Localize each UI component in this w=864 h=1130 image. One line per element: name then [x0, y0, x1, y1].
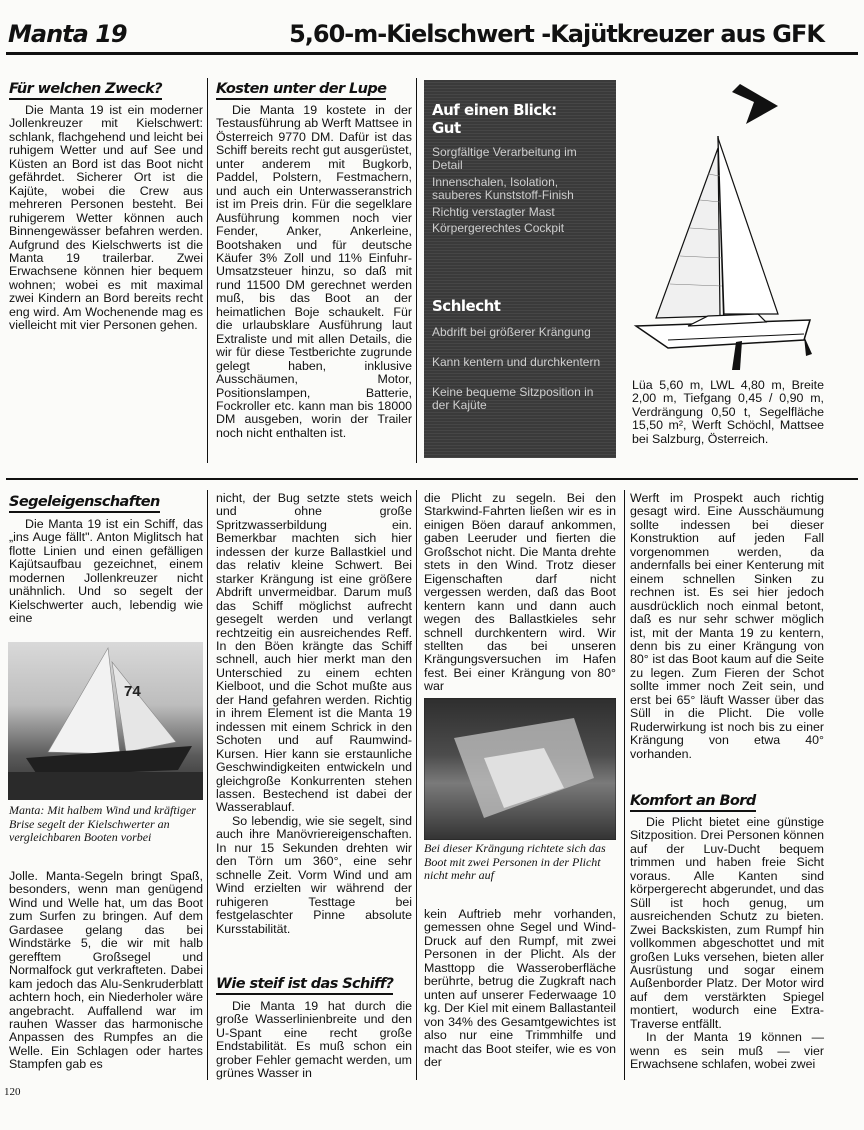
column-divider [416, 490, 417, 1080]
section-heading-stiffness: Wie steif ist das Schiff? [216, 976, 393, 995]
column-divider [207, 490, 208, 1080]
good-item: Innenschalen, Isolation, sauberes Kunststoff-Finish [432, 175, 574, 203]
section-heading-comfort: Komfort an Bord [630, 793, 756, 812]
boat-sail-plan-drawing [628, 78, 860, 376]
column3-paragraph-1: die Plicht zu segeln. Bei den Starkwind-Fahrten ließen wir es in einigen Böen darauf ankommen, gaben Leeruder und fierten die Großschot nicht. Die Manta drehte stets in den Wind. Trotz dieser Eigenschaften darf nicht vergessen werden, daß das Boot kentern kann und dann auch wegen des Ballastkieles sehr schnell durchkentern wird. Wir stellten das bei unseren Krängungsversuchen im Hafen fest. Bei einer Krängung von 80° war [424, 491, 616, 694]
section-heading-purpose: Für welchen Zweck? [9, 81, 162, 100]
comfort-paragraph-2: In der Manta 19 können — wenn es sein muß — vier Erwachsene schlafen, wobei zwei [630, 1030, 824, 1072]
purpose-text [9, 104, 203, 333]
column-divider [416, 78, 417, 463]
purpose-paragraph: Die Manta 19 ist ein moderner Jollenkreuzer mit Kielschwert: schlank, flachgehend und leicht bei ruhigem Wetter und auf See und Küsten an Bord ist das Boot nicht gefährdet. Sicherer Ort ist die Kajüte, wobei die Crew aus mehreren Personen besteht. Bei ruhigerem Wetter können auch Binnengewässer befahren werden. Aufgrund des Kielschwerts ist die Manta 19 trailerbar. Zwei Erwachsene können hier bequem wohnen; wobei es mit maximal zwei Kindern an Bord bereits recht eng wird. Am Wochenende mag es vielleicht mit vier Personen gehen. [9, 103, 203, 333]
good-item: Richtig verstagter Mast [432, 205, 555, 219]
comfort-paragraph-1: Die Plicht bietet eine günstige Sitzposition. Drei Personen können auf der Luv-Ducht bequem trimmen und haben freie Sicht voraus. Alle Kanten sind körpergerecht abgerundet, und das Süll ist hoch genug, um ausreichenden Schutz zu bieten. Zwei Backskisten, zum Rumpf hin vollkommen abgeschottet und mit großen Luks versehen, bieten aller Ausrüstung und sogar einem Außenborder Platz. Der Motor wird auf dem verstärkten Spiegel montiert, wodurch eine Extra-Traverse entfällt. [630, 815, 824, 1031]
sail-number: 74 [124, 683, 141, 700]
stiffness-paragraph: Die Manta 19 hat durch die große Wasserlinienbreite und den U-Spant eine recht große Endstabilität. Es muß schon ein grober Fehler gemacht werden, um grünes Wasser in [216, 999, 412, 1081]
column2-paragraph-2: So lebendig, wie sie segelt, sind auch ihre Manövriereigenschaften. In nur 15 Sekunden drehten wir den Törn um 360°, eine sehr schnelle Zeit. Vorm Wind und am Wind erzielten wir während der ruhigeren Testtage bei festgelaschter Pinne absolute Kursstabilität. [216, 813, 412, 936]
glance-good-heading: Gut [432, 119, 461, 137]
column4-text [630, 492, 824, 761]
sailing-paragraph-1: Die Manta 19 ist ein Schiff, das „ins Auge fällt". Anton Miglitsch hat flotte Linien und einen gefälligen Kajütsaufbau gezeichnet, einem modernen Jollenkreuzer nicht unähnlich. Und so segelt der Kielschwerter auch, lebendig wie eine [9, 517, 203, 626]
column3-text-1 [424, 492, 616, 694]
costs-text [216, 104, 412, 440]
costs-paragraph: Die Manta 19 kostete in der Testausführung ab Werft Mattsee in Österreich 9770 DM. Dafür ist das Schiff bereits recht gut ausgerüstet, unter anderem mit Bugkorb, Paddel, Polstern, Festmachern, und auch ein Unterwasseranstrich ist im Preis drin. Für die segelklare Ausführung kommen noch vier Fender, Anker, Ankerleine, Bootshaken und für deutsche Käufer 3% Zoll und 11% Einfuhr-Umsatzsteuer hinzu, so daß mit rund 11500 DM gerechnet werden muß, bis das Boot an der heimatlichen Boje schaukelt. Für die urlaubsklare Ausführung laut Extraliste und mit allen Details, die wir für diese Testberichte zugrunde gelegt haben, inklusive Ausschäumen, Motor, Positionslampen, Batterie, Fockroller etc. kann man bis 18000 DM ausgeben, worin der Trailer noch nicht enthalten ist. [216, 103, 412, 440]
photo-caption-1: Manta: Mit halbem Wind und kräftiger Brise segelt der Kielschwerter an vergleichbaren Booten vorbei [9, 803, 196, 845]
column-divider [207, 78, 208, 463]
good-item: Körpergerechtes Cockpit [432, 221, 565, 235]
column-divider [624, 490, 625, 1080]
sailing-text-2 [9, 870, 203, 1072]
article-title: 5,60-m-Kielschwert -Kajütkreuzer aus GFK [289, 20, 824, 48]
heeling-photo [424, 698, 616, 840]
bad-item: Abdrift bei größerer Krängung [432, 325, 591, 339]
stiffness-text [216, 1000, 412, 1081]
page-number: 120 [4, 1086, 21, 1098]
glance-heading: Auf einen Blick: [432, 101, 557, 119]
section-heading-sailing: Segeleigenschaften [9, 494, 160, 513]
section-heading-costs: Kosten unter der Lupe [216, 81, 386, 100]
comfort-text [630, 816, 824, 1072]
good-item: Sorgfältige Verarbeitung im Detail [432, 145, 577, 173]
sailing-photo [8, 642, 203, 800]
column2-text [216, 492, 412, 936]
column3-text-2 [424, 908, 616, 1069]
section-rule [6, 478, 858, 480]
glance-bad-heading: Schlecht [432, 297, 501, 315]
specs-paragraph: Lüa 5,60 m, LWL 4,80 m, Breite 2,00 m, Tiefgang 0,45 / 0,90 m, Verdrängung 0,50 t, Segelfläche 15,50 m², Werft Schöchl, Mattsee bei Salzburg, Österreich. [632, 378, 824, 446]
bad-item: Keine bequeme Sitzposition in der Kajüte [432, 385, 594, 413]
sailing-paragraph-2: Jolle. Manta-Segeln bringt Spaß, besonders, wenn man genügend Wind und Welle hat, um das Boot zum Surfen zu bringen. Auf dem Gardasee gelang das bei Windstärke 5, die wir mit halb gerefftem Großsegel und Normalfock gut verkrafteten. Dabei kam jedoch das Alu-Senkruderblatt achtern hoch, ein Niederholer wäre angebracht. Auffallend war im rauhen Wasser das harmonische Anpassen des Rumpfes an die Welle. Ein Schlagen oder hartes Stampfen gab es [9, 869, 203, 1072]
column2-paragraph-1: nicht, der Bug setzte stets weich und ohne große Spritzwasserbildung ein. Bemerkbar machten sich hier indessen der kurze Ballastkiel und das relativ kleine Schwert. Bei starker Krängung ist eine größere Abdrift unvermeidbar. Darum muß das Schiff möglichst aufrecht gesegelt werden und verlangt rechtzeitig ein ausreichendes Reff. In den Böen krängte das Schiff schnell, auch hier merkt man den Unterschied zu einem echten Kielboot, und die Schot mußte aus der Hand gefahren werden. Richtig in ihrem Element ist die Manta 19 indessen mit einem Schrick in den Schoten und auf Raumwind-Kursen. Hier kann sie erstaunliche Geschwindigkeiten entwickeln und gleichgroße Konkurrenten stehen lassen. Bestechend ist dabei der Wasserablauf. [216, 491, 412, 815]
logo-icon [732, 84, 778, 124]
sailing-text-1 [9, 518, 203, 626]
header-rule [6, 52, 858, 55]
column4-paragraph: Werft im Prospekt auch richtig gesagt wird. Eine Ausschäumung sollte indessen bei dieser Konstruktion auf jeden Fall vorgenommen werden, da andernfalls bei einer Kenterung mit einem schnellen Sinken zu rechnen ist. Es sei hier jedoch ausdrücklich noch einmal betont, daß es nur sehr schwer möglich ist, mit der Manta 19 zu kentern, denn bis zu einer Krängung von 80° ist das Boot kaum auf die Seite zu legen. Zum Fieren der Schot sollte immer noch Zeit sein, und erst bei 65° läuft Wasser über das Süll in die Plicht. Die volle Ruderwirkung ist noch bis zu einer Krängung von etwa 40° vorhanden. [630, 491, 824, 761]
boat-name-header: Manta 19 [8, 20, 127, 48]
sailboat-photo-graphic [8, 642, 203, 800]
at-a-glance-box [424, 80, 616, 458]
column3-paragraph-2: kein Auftrieb mehr vorhanden, gemessen ohne Segel und Wind-Druck auf den Rumpf, mit zwei Personen in der Plicht. Als der Masttopp die Wasseroberfläche berührte, betrug die Zugkraft nach unten auf unserer Federwaage 10 kg. Der Kiel mit einem Ballastanteil von 34% des Gesamtgewichtes ist also nur eine Trimmhilfe und macht das Boot steifer, wie es von der [424, 907, 616, 1069]
heeling-boat-graphic [424, 698, 616, 840]
specs-text [632, 379, 824, 446]
photo-caption-2: Bei dieser Krängung richtete sich das Boot mit zwei Personen in der Plicht nicht mehr auf [424, 841, 606, 883]
bad-item: Kann kentern und durchkentern [432, 355, 601, 369]
